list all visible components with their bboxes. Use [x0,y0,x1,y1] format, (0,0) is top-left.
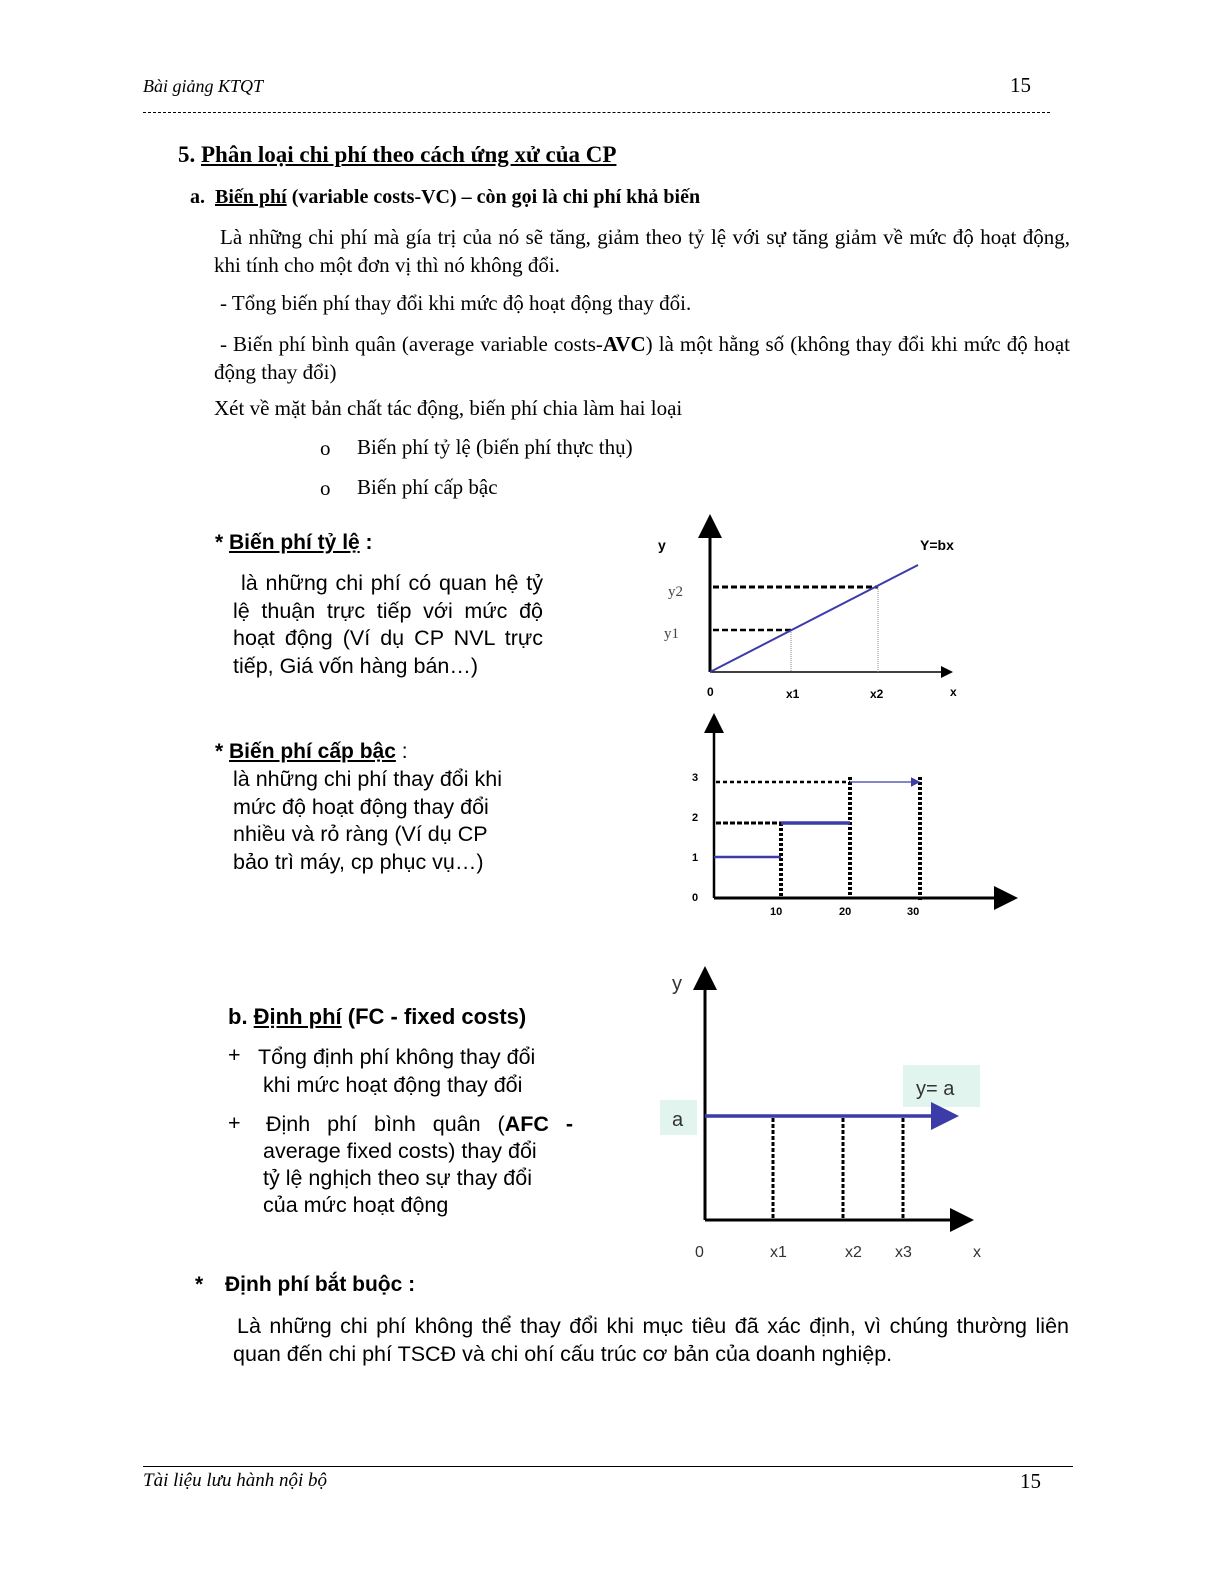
x-tick-label: x2 [870,687,884,701]
header-title: Bài giảng KTQT [143,76,264,96]
x-axis-label: x [950,685,957,699]
y-tick-label: y2 [668,584,683,600]
total-variable-note: - Tổng biến phí thay đổi khi mức độ hoạt động thay đổi. [220,291,692,315]
section-title-text: Phân loại chi phí theo cách ứng xử của CP [201,142,617,167]
mandatory-title: Định phí bắt buộc : [225,1273,416,1296]
proportional-title: Biến phí tỷ lệ [229,531,360,554]
bullet-icon: o [320,476,331,500]
x-tick-label: 30 [907,906,920,918]
subsection-rest: (variable costs-VC) – còn gọi là chi phí khả biến [286,186,701,208]
x-tick-label: 0 [695,1244,704,1261]
type-item-step: Biến phí cấp bậc [357,475,498,499]
fixed-rest: (FC - fixed costs) [341,1004,527,1029]
y-tick-label: a [672,1109,684,1131]
chart-step [692,718,1012,918]
x-axis-label: x [973,1244,981,1261]
section-number: 5. [178,142,196,167]
avc-note-pre: - Biến phí bình quân (average variable costs- [220,332,603,356]
y-axis-label: y [672,973,682,995]
step-text-line: bảo trì máy, cp phục vụ…) [233,849,484,874]
y-tick-label: 0 [692,892,699,904]
x-tick-label: 10 [770,906,783,918]
bullet-icon: o [320,436,331,460]
proportional-text: là những chi phí có quan hệ tỷ lệ thuận trực tiếp với mức độ hoạt động (Ví dụ CP NVL trực tiếp, Giá vốn hàng bán…) [233,571,543,678]
mandatory-star: * [195,1273,204,1296]
type-item-proportional: Biến phí tỷ lệ (biến phí thực thụ) [357,435,633,459]
chart-proportional [658,520,957,701]
step-title: Biến phí cấp bậc [229,740,396,763]
series-line-y-bx [710,565,918,672]
footer-text: Tài liệu lưu hành nội bộ [143,1470,328,1491]
variable-cost-definition: Là những chi phí mà gía trị của nó sẽ tăng, giảm theo tỷ lệ với sự tăng giảm về mức độ hoạt động, khi tính cho một đơn vị thì nó không đổi. [214,225,1070,277]
fixed-title: Định phí [253,1004,342,1029]
star: * [215,740,230,763]
step-text-line: mức độ hoạt động thay đổi [233,794,489,819]
chart-fixed [660,972,981,1261]
y-tick-label: 3 [692,772,699,784]
step-text-line: là những chi phí thay đổi khi [233,767,502,791]
x-tick-label: 20 [839,906,852,918]
series-label: y= a [916,1078,955,1100]
plus-mark: + [228,1043,241,1067]
mandatory-text: Là những chi phí không thể thay đổi khi mục tiêu đã xác định, vì chúng thường liên quan đến chi phí TSCĐ và chi ohí cấu trúc cơ bản của doanh nghiệp. [233,1314,1069,1366]
y-axis-label: y [658,537,666,553]
plus-mark: + [228,1111,241,1135]
subsection-label: a. [190,186,205,208]
x-tick-label: x1 [770,1244,787,1261]
footer-page-number: 15 [1020,1469,1041,1493]
x-tick-label: x1 [786,687,800,701]
fixed-prefix: b. [228,1004,254,1029]
y-tick-label: y1 [664,626,679,642]
fixed-item-line: average fixed costs) thay đổi [263,1139,537,1163]
colon: : [395,740,408,763]
fixed-item-line: tỷ lệ nghịch theo sự thay đổi [263,1166,532,1190]
avc-note-post: ) là một hằng số (không thay đổi khi mức độ hoạt động thay đổi) [214,332,1070,384]
x-tick-label: x2 [845,1244,862,1261]
fixed-item-line: khi mức hoạt động thay đổi [263,1073,523,1097]
types-intro: Xét về mặt bản chất tác động, biến phí chia làm hai loại [214,396,683,420]
subsection-term: Biến phí [215,186,287,208]
colon: : [359,531,373,554]
step-text-line: nhiều và rỏ ràng (Ví dụ CP [233,822,488,846]
afc-bold: AFC - [504,1112,573,1136]
y-tick-label: 2 [692,812,699,824]
x-tick-label: 0 [707,685,714,699]
header-page-number: 15 [1010,73,1031,97]
star: * [215,531,230,554]
series-label: Y=bx [920,537,954,553]
fixed-item-line: Tổng định phí không thay đổi [258,1045,536,1069]
afc-pre: Định phí bình quân ( [266,1112,505,1136]
fixed-item-line: của mức hoạt động [263,1193,449,1217]
y-tick-label: 1 [692,852,699,864]
avc-note-bold: AVC [602,332,646,356]
x-tick-label: x3 [895,1244,912,1261]
